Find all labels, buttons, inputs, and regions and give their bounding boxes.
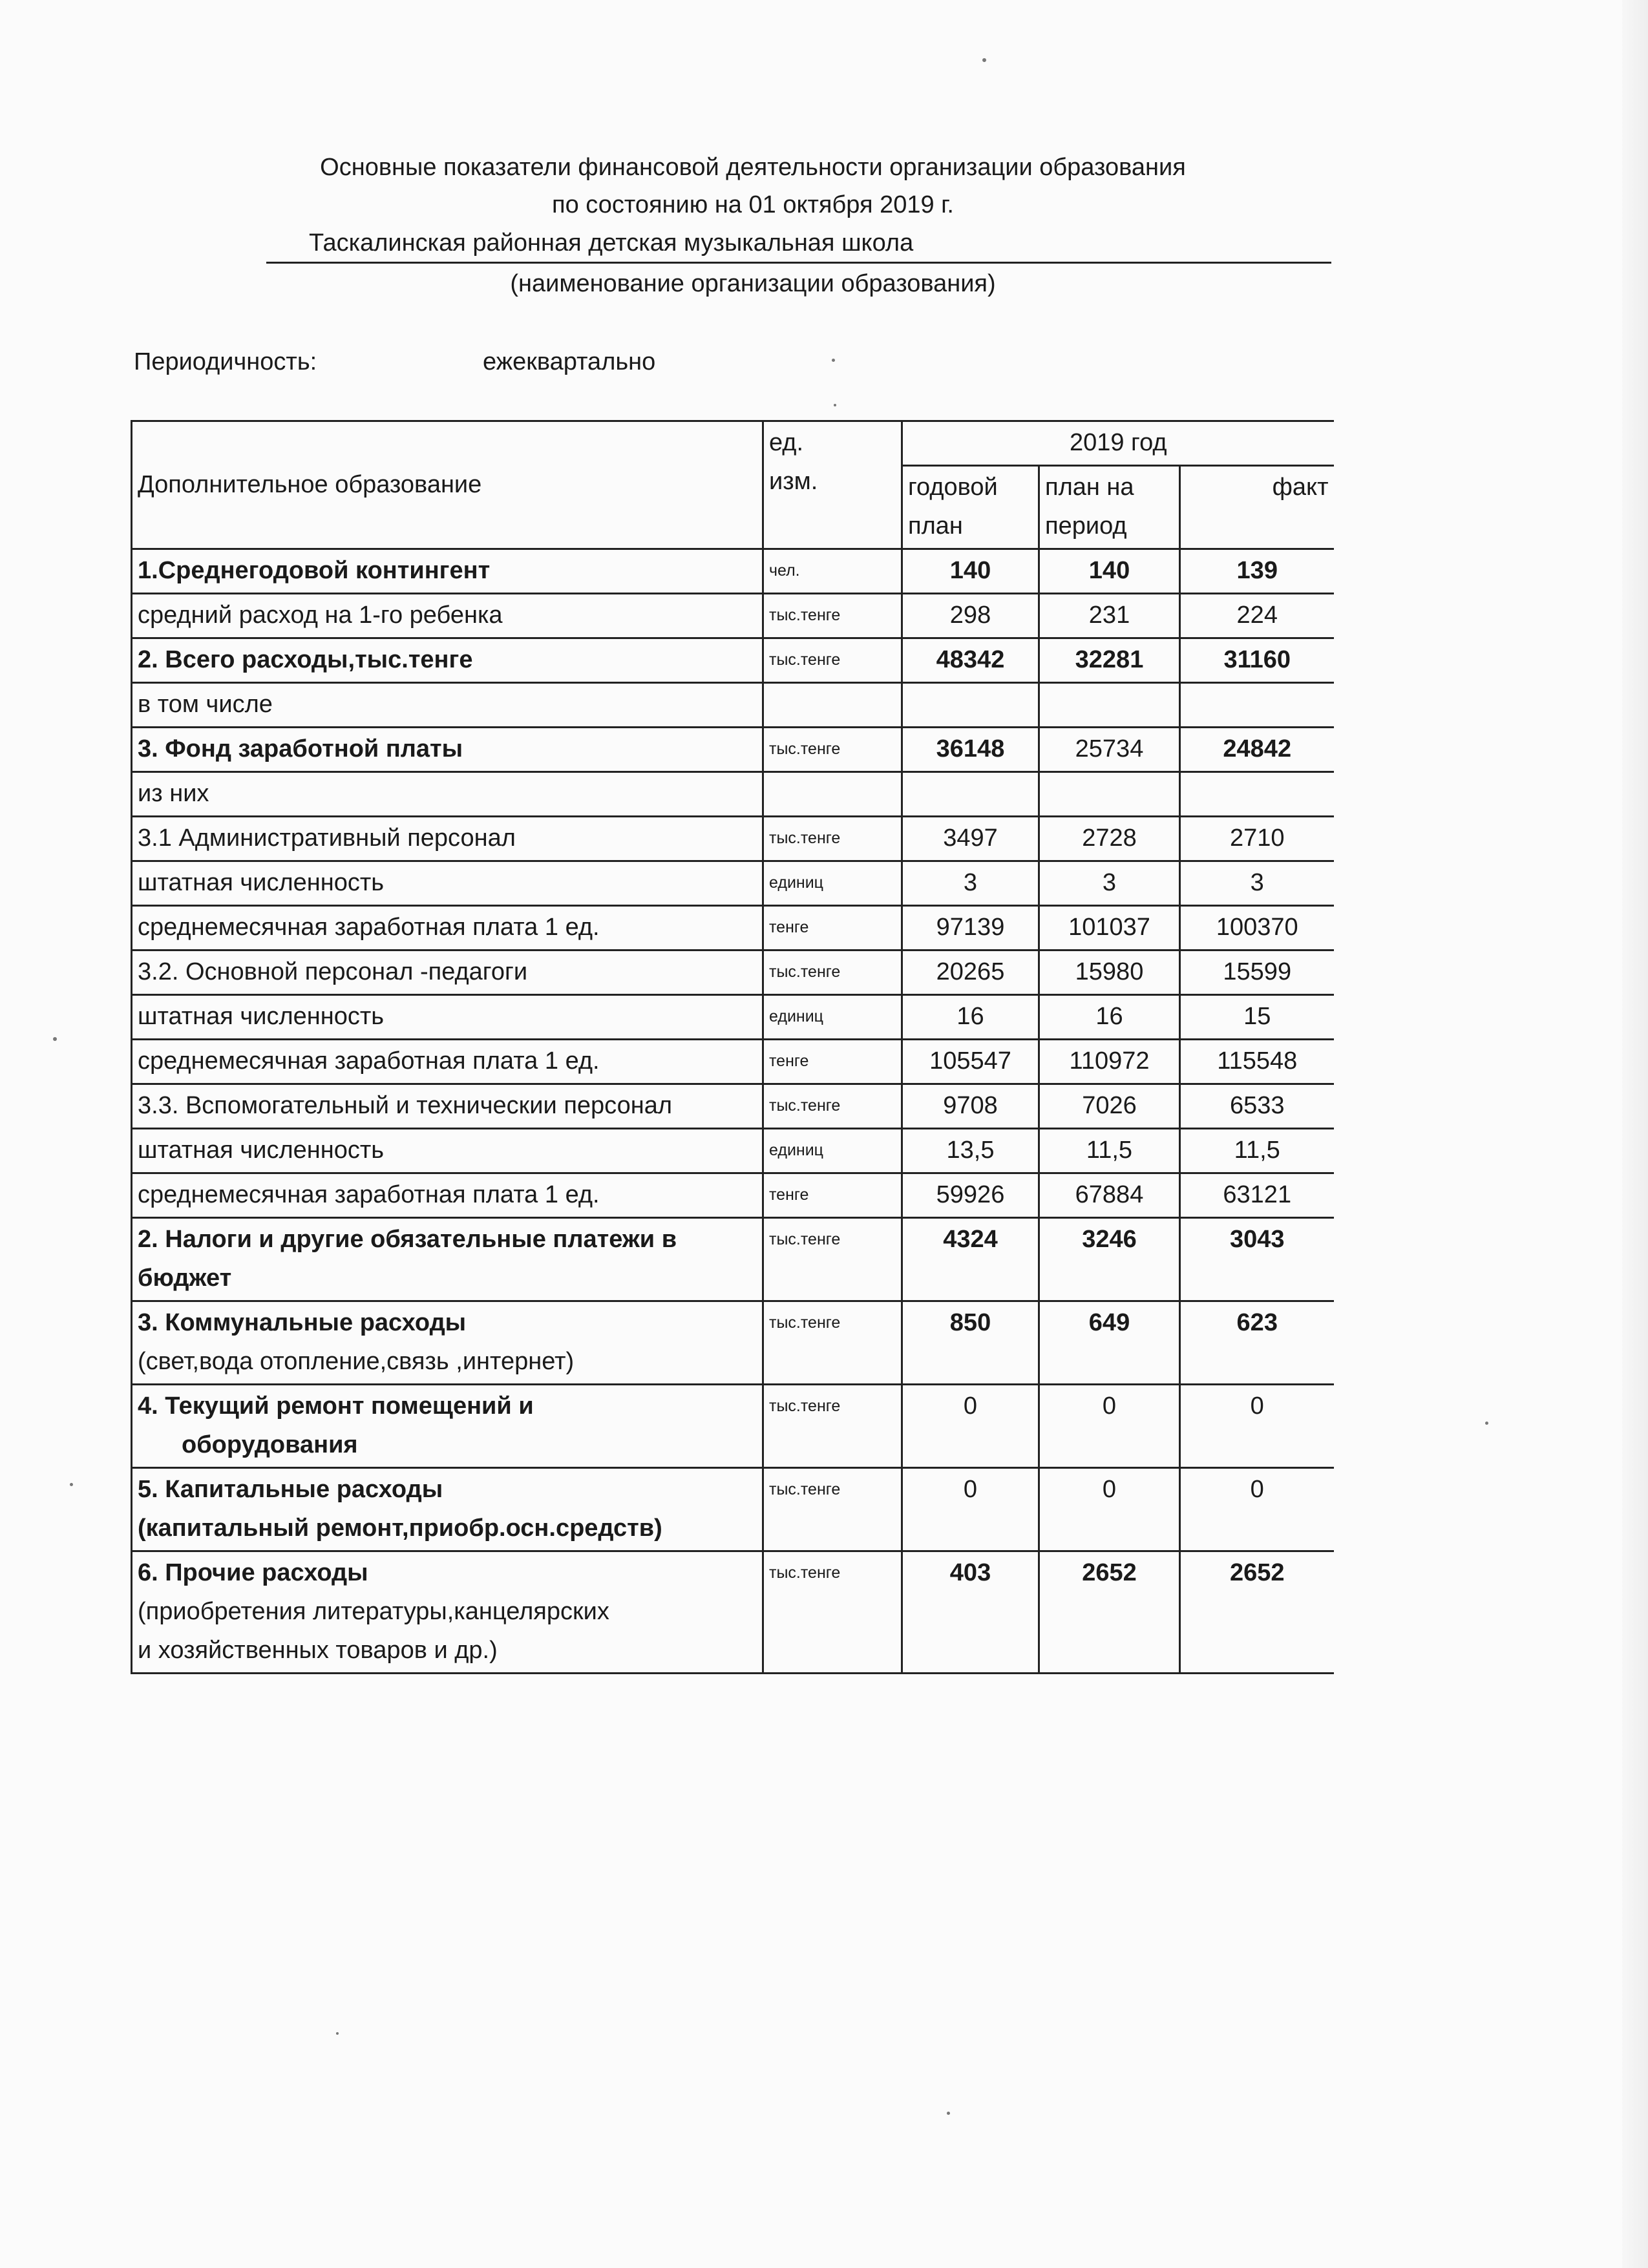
- row-value-period: 25734: [1039, 728, 1180, 772]
- row-value-plan: 20265: [902, 950, 1039, 995]
- row-value-plan: [902, 772, 1039, 817]
- row-indicator: 6. Прочие расходы: [138, 1559, 368, 1586]
- row-indicator-note: (приобретения литературы,канцелярских и хозяйственных товаров и др.): [138, 1598, 609, 1664]
- row-indicator: штатная численность: [138, 1003, 385, 1030]
- row-value-period: 0: [1039, 1468, 1180, 1551]
- row-value-fact: 139: [1180, 549, 1334, 594]
- row-value-plan: 850: [902, 1301, 1039, 1385]
- row-value-period: 32281: [1039, 638, 1180, 683]
- row-unit: [763, 683, 902, 728]
- row-indicator: среднемесячная заработная плата 1 ед.: [138, 914, 600, 941]
- row-value-fact: 224: [1180, 594, 1334, 638]
- table-row: [132, 861, 1334, 906]
- row-value-period: 110972: [1039, 1040, 1180, 1084]
- row-value-plan: 3: [902, 861, 1039, 906]
- scan-speck: [834, 404, 836, 406]
- row-unit: единиц: [763, 1129, 902, 1173]
- row-indicator-cell: [132, 772, 763, 817]
- row-indicator: штатная численность: [138, 1137, 385, 1164]
- scan-speck: [947, 2112, 950, 2115]
- row-value-fact: 2652: [1180, 1551, 1334, 1674]
- row-value-period: 101037: [1039, 906, 1180, 950]
- row-unit: тыс.тенге: [763, 1084, 902, 1129]
- row-value-plan: 298: [902, 594, 1039, 638]
- row-indicator-cell: [132, 1040, 763, 1084]
- row-indicator-cell: [132, 817, 763, 861]
- row-value-fact: 0: [1180, 1385, 1334, 1468]
- financial-indicators-table: [131, 420, 1334, 1674]
- table-row: [132, 594, 1334, 638]
- table-row: [132, 817, 1334, 861]
- row-unit: тыс.тенге: [763, 1301, 902, 1385]
- row-unit: тыс.тенге: [763, 950, 902, 995]
- table-row: [132, 638, 1334, 683]
- row-indicator: 2. Всего расходы,тыс.тенге: [138, 646, 473, 673]
- row-unit: тыс.тенге: [763, 594, 902, 638]
- scan-speck: [336, 2032, 339, 2035]
- row-value-period: 67884: [1039, 1173, 1180, 1218]
- row-value-period: 0: [1039, 1385, 1180, 1468]
- table-row: [132, 1129, 1334, 1173]
- row-value-fact: 63121: [1180, 1173, 1334, 1218]
- scan-speck: [1485, 1422, 1488, 1425]
- row-value-plan: 36148: [902, 728, 1039, 772]
- row-indicator-cell: [132, 1218, 763, 1301]
- table-row: [132, 549, 1334, 594]
- row-indicator-note: оборудования: [182, 1431, 358, 1458]
- row-unit: тыс.тенге: [763, 817, 902, 861]
- row-indicator: штатная численность: [138, 869, 385, 896]
- page-edge-shadow: [1622, 0, 1648, 2268]
- report-date: по состоянию на 01 октября 2019 г.: [552, 191, 954, 218]
- row-unit: тенге: [763, 906, 902, 950]
- row-indicator-note: (свет,вода отопление,связь ,интернет): [138, 1348, 575, 1375]
- document-title: Основные показатели финансовой деятельности организации образования: [320, 154, 1186, 181]
- row-value-plan: 0: [902, 1468, 1039, 1551]
- row-value-period: 2728: [1039, 817, 1180, 861]
- row-value-plan: 0: [902, 1385, 1039, 1468]
- row-value-plan: 16: [902, 995, 1039, 1040]
- row-unit: тыс.тенге: [763, 1385, 902, 1468]
- row-indicator: среднемесячная заработная плата 1 ед.: [138, 1181, 600, 1208]
- row-indicator: 4. Текущий ремонт помещений и: [138, 1392, 534, 1420]
- row-indicator: 1.Среднегодовой контингент: [138, 557, 491, 584]
- table-header-row: [132, 421, 1334, 466]
- header-unit-text: ед. изм.: [769, 429, 818, 495]
- row-unit: [763, 772, 902, 817]
- row-value-plan: 105547: [902, 1040, 1039, 1084]
- row-value-period: 3: [1039, 861, 1180, 906]
- table-row: [132, 1385, 1334, 1468]
- row-value-plan: 3497: [902, 817, 1039, 861]
- row-indicator-cell: [132, 549, 763, 594]
- scan-speck: [70, 1483, 73, 1486]
- row-value-period: 11,5: [1039, 1129, 1180, 1173]
- row-value-fact: 0: [1180, 1468, 1334, 1551]
- header-fact: факт: [1180, 466, 1334, 549]
- row-indicator: 2. Налоги и другие обязательные платежи в бюджет: [138, 1226, 677, 1292]
- row-value-fact: [1180, 683, 1334, 728]
- row-indicator-cell: [132, 861, 763, 906]
- row-indicator: 3.3. Вспомогательный и техническии персонал: [138, 1092, 673, 1119]
- table-row: [132, 1468, 1334, 1551]
- row-indicator: 5. Капитальные расходы: [138, 1476, 443, 1503]
- row-value-period: 3246: [1039, 1218, 1180, 1301]
- row-indicator-cell: [132, 594, 763, 638]
- table-row: [132, 1084, 1334, 1129]
- table-row: [132, 772, 1334, 817]
- row-value-plan: 97139: [902, 906, 1039, 950]
- row-indicator-cell: [132, 1385, 763, 1468]
- row-value-plan: 59926: [902, 1173, 1039, 1218]
- row-indicator: среднемесячная заработная плата 1 ед.: [138, 1047, 600, 1075]
- row-value-fact: 11,5: [1180, 1129, 1334, 1173]
- row-value-period: 7026: [1039, 1084, 1180, 1129]
- row-value-period: 15980: [1039, 950, 1180, 995]
- row-value-fact: 100370: [1180, 906, 1334, 950]
- row-value-period: 2652: [1039, 1551, 1180, 1674]
- scan-speck: [53, 1037, 57, 1041]
- row-value-fact: 115548: [1180, 1040, 1334, 1084]
- row-unit: тыс.тенге: [763, 728, 902, 772]
- row-unit: тенге: [763, 1173, 902, 1218]
- row-indicator-cell: [132, 1301, 763, 1385]
- header-annual-plan: годовой план: [902, 466, 1039, 549]
- header-indicator: Дополнительное образование: [132, 421, 763, 549]
- periodicity-label: Периодичность:: [134, 348, 317, 375]
- row-value-fact: [1180, 772, 1334, 817]
- scan-speck: [832, 359, 835, 362]
- header-year: 2019 год: [902, 421, 1334, 466]
- scan-speck: [982, 58, 986, 62]
- row-indicator-cell: [132, 1129, 763, 1173]
- table-row: [132, 950, 1334, 995]
- header-period-plan: план на период: [1039, 466, 1180, 549]
- row-unit: тыс.тенге: [763, 1218, 902, 1301]
- row-value-fact: 15599: [1180, 950, 1334, 995]
- table-row: [132, 728, 1334, 772]
- row-value-fact: 623: [1180, 1301, 1334, 1385]
- row-indicator-cell: [132, 728, 763, 772]
- row-indicator-cell: [132, 906, 763, 950]
- row-value-period: [1039, 683, 1180, 728]
- table-row: [132, 1218, 1334, 1301]
- row-indicator: 3.2. Основной персонал -педагоги: [138, 958, 528, 985]
- row-unit: тыс.тенге: [763, 1551, 902, 1674]
- row-value-fact: 3: [1180, 861, 1334, 906]
- row-indicator: в том числе: [138, 691, 273, 718]
- table-row: [132, 995, 1334, 1040]
- row-value-period: [1039, 772, 1180, 817]
- table-body: [132, 549, 1334, 1674]
- header-unit: [763, 421, 902, 549]
- row-value-plan: 140: [902, 549, 1039, 594]
- row-value-plan: 9708: [902, 1084, 1039, 1129]
- table-row: [132, 1301, 1334, 1385]
- row-value-fact: 31160: [1180, 638, 1334, 683]
- row-indicator: из них: [138, 780, 209, 807]
- row-value-period: 16: [1039, 995, 1180, 1040]
- row-indicator-cell: [132, 638, 763, 683]
- row-unit: тенге: [763, 1040, 902, 1084]
- row-indicator-cell: [132, 1551, 763, 1674]
- row-value-plan: 4324: [902, 1218, 1039, 1301]
- organization-name: Таскалинская районная детская музыкальная школа: [309, 229, 914, 257]
- periodicity-value: ежеквартально: [483, 348, 656, 375]
- row-indicator-cell: [132, 683, 763, 728]
- table-row: [132, 1173, 1334, 1218]
- row-value-period: 231: [1039, 594, 1180, 638]
- row-value-plan: 403: [902, 1551, 1039, 1674]
- table-row: [132, 683, 1334, 728]
- row-unit: единиц: [763, 861, 902, 906]
- row-value-fact: 2710: [1180, 817, 1334, 861]
- row-indicator-cell: [132, 950, 763, 995]
- row-value-fact: 6533: [1180, 1084, 1334, 1129]
- row-value-fact: 3043: [1180, 1218, 1334, 1301]
- table-row: [132, 906, 1334, 950]
- row-indicator-cell: [132, 1084, 763, 1129]
- row-indicator-note: (капитальный ремонт,приобр.осн.средств): [138, 1515, 662, 1542]
- row-value-plan: 13,5: [902, 1129, 1039, 1173]
- row-unit: чел.: [763, 549, 902, 594]
- row-indicator: 3.1 Административный персонал: [138, 824, 516, 852]
- row-value-plan: 48342: [902, 638, 1039, 683]
- row-value-period: 649: [1039, 1301, 1180, 1385]
- row-indicator-cell: [132, 1468, 763, 1551]
- table-row: [132, 1551, 1334, 1674]
- row-value-fact: 15: [1180, 995, 1334, 1040]
- row-unit: тыс.тенге: [763, 638, 902, 683]
- row-indicator: 3. Фонд заработной платы: [138, 735, 463, 762]
- organization-caption: (наименование организации образования): [510, 270, 996, 297]
- row-unit: единиц: [763, 995, 902, 1040]
- row-unit: тыс.тенге: [763, 1468, 902, 1551]
- row-indicator: средний расход на 1-го ребенка: [138, 602, 503, 629]
- row-value-period: 140: [1039, 549, 1180, 594]
- row-indicator-cell: [132, 1173, 763, 1218]
- row-value-fact: 24842: [1180, 728, 1334, 772]
- row-value-plan: [902, 683, 1039, 728]
- row-indicator-cell: [132, 995, 763, 1040]
- organization-underline: [266, 262, 1331, 264]
- table-row: [132, 1040, 1334, 1084]
- row-indicator: 3. Коммунальные расходы: [138, 1309, 467, 1336]
